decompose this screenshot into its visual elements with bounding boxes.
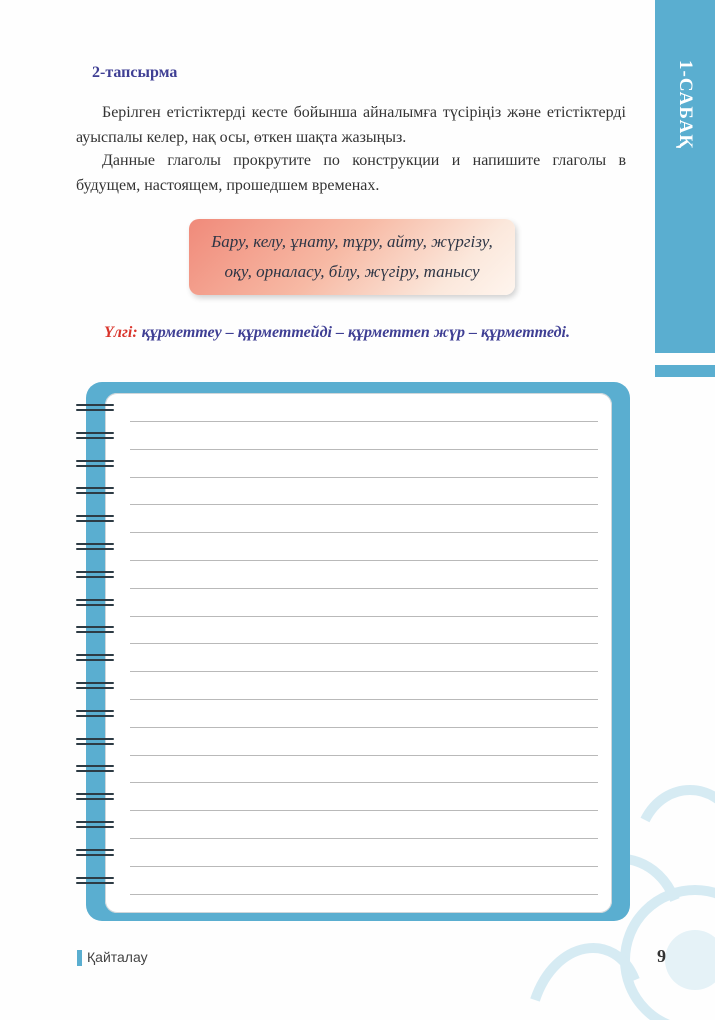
writing-line[interactable]	[130, 699, 598, 700]
spiral-ring	[76, 764, 114, 774]
writing-line[interactable]	[130, 560, 598, 561]
writing-line[interactable]	[130, 421, 598, 422]
instruction-russian: Данные глаголы прокрутите по конструкции и напишите глаголы в будущем, настоящем, прошедшем временах.	[76, 152, 626, 194]
verb-list-box	[189, 219, 515, 295]
spiral-ring	[76, 403, 114, 413]
verb-list-line: оқу, орналасу, білу, жүгіру, танысу	[224, 262, 480, 281]
verb-list-line: Бару, келу, ұнату, тұру, айту, жүргізу,	[211, 232, 493, 251]
spiral-ring	[76, 459, 114, 469]
side-strip	[655, 365, 715, 377]
writing-line[interactable]	[130, 894, 598, 895]
writing-line[interactable]	[130, 504, 598, 505]
writing-line[interactable]	[130, 616, 598, 617]
writing-line[interactable]	[130, 838, 598, 839]
page-number: 9	[657, 946, 666, 966]
writing-line[interactable]	[130, 449, 598, 450]
spiral-ring	[76, 876, 114, 886]
spiral-ring	[76, 681, 114, 691]
lesson-tab-label-wrap	[655, 0, 715, 353]
spiral-ring	[76, 598, 114, 608]
lesson-tab-label: 1-САБАҚ	[675, 60, 696, 150]
notebook-page[interactable]	[105, 393, 612, 913]
example-text: құрметтеу – құрметтейді – құрметтеп жүр – құрметтеді.	[137, 324, 570, 341]
writing-line[interactable]	[130, 643, 598, 644]
spiral-ring	[76, 737, 114, 747]
writing-line[interactable]	[130, 588, 598, 589]
spiral-ring	[76, 542, 114, 552]
footer-section-label: Қайталау	[87, 949, 148, 965]
spiral-ring	[76, 570, 114, 580]
task-title: 2-тапсырма	[92, 64, 178, 81]
instruction-kazakh: Берілген етістіктерді кесте бойынша айналымға түсіріңіз және етістіктерді ауыспалы келер, нақ осы, өткен шақта жазыңыз.	[76, 104, 626, 146]
example-sentence	[104, 324, 570, 342]
spiral-ring	[76, 820, 114, 830]
writing-line[interactable]	[130, 810, 598, 811]
spiral-ring	[76, 514, 114, 524]
writing-line[interactable]	[130, 755, 598, 756]
spiral-ring	[76, 792, 114, 802]
writing-line[interactable]	[130, 477, 598, 478]
writing-line[interactable]	[130, 782, 598, 783]
spiral-ring	[76, 848, 114, 858]
footer-marker	[77, 950, 82, 966]
lesson-tab	[655, 0, 715, 353]
spiral-ring	[76, 709, 114, 719]
writing-line[interactable]	[130, 671, 598, 672]
spiral-ring	[76, 625, 114, 635]
writing-line[interactable]	[130, 866, 598, 867]
spiral-ring	[76, 486, 114, 496]
writing-line[interactable]	[130, 532, 598, 533]
writing-line[interactable]	[130, 727, 598, 728]
spiral-ring	[76, 653, 114, 663]
spiral-ring	[76, 431, 114, 441]
example-label: Үлгі:	[104, 324, 138, 341]
